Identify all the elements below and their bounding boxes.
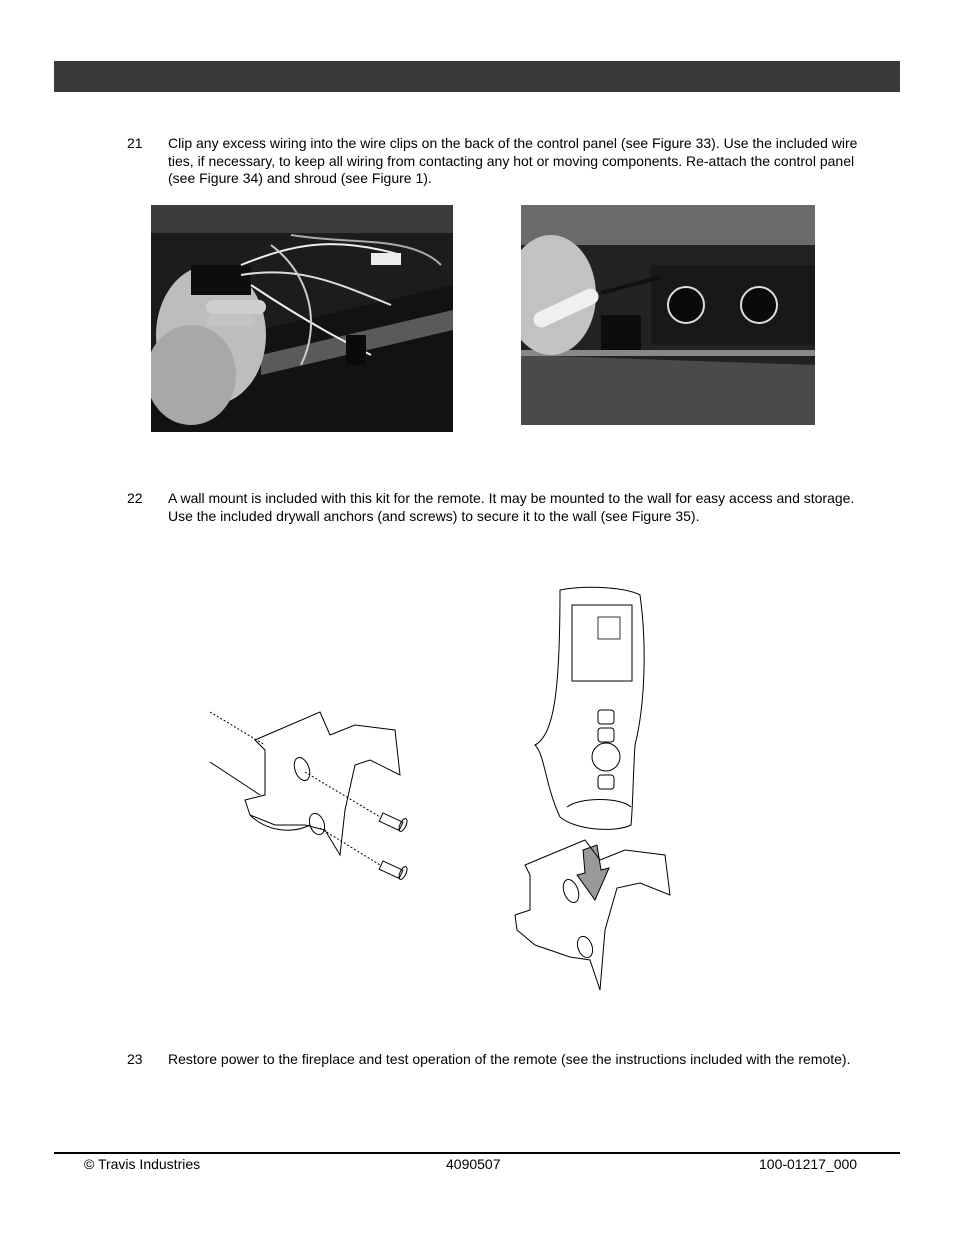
step-text: A wall mount is included with this kit for the remote. It may be mounted to the wall for easy access and storage. Use the included drywall anchors (and screws) to secure it to the wall (see Figure 35). [168, 490, 855, 524]
wall-mount-screws-drawing [205, 700, 425, 885]
remote-in-mount-drawing [505, 585, 680, 995]
footer-copyright: © Travis Industries [84, 1156, 201, 1172]
step-text: Restore power to the fireplace and test operation of the remote (see the instructions included with the remote). [168, 1051, 851, 1067]
step-number: 21 [127, 135, 143, 151]
step-text: Clip any excess wiring into the wire clips on the back of the control panel (see Figure 33). Use the included wire ties, if necessary, to keep all wiring from contacting any hot or moving components. Re-attach the control panel (see Figure 34) and shroud (see Figure 1). [168, 135, 858, 186]
header-bar [54, 61, 900, 92]
step-number: 22 [127, 490, 143, 506]
footer-center-code: 4090507 [446, 1156, 501, 1172]
footer-rule [54, 1152, 900, 1154]
footer-doc-number: 100-01217_000 [759, 1156, 858, 1172]
step-number: 23 [127, 1051, 143, 1067]
wiring-photo [151, 205, 453, 432]
control-panel-photo [521, 205, 815, 425]
